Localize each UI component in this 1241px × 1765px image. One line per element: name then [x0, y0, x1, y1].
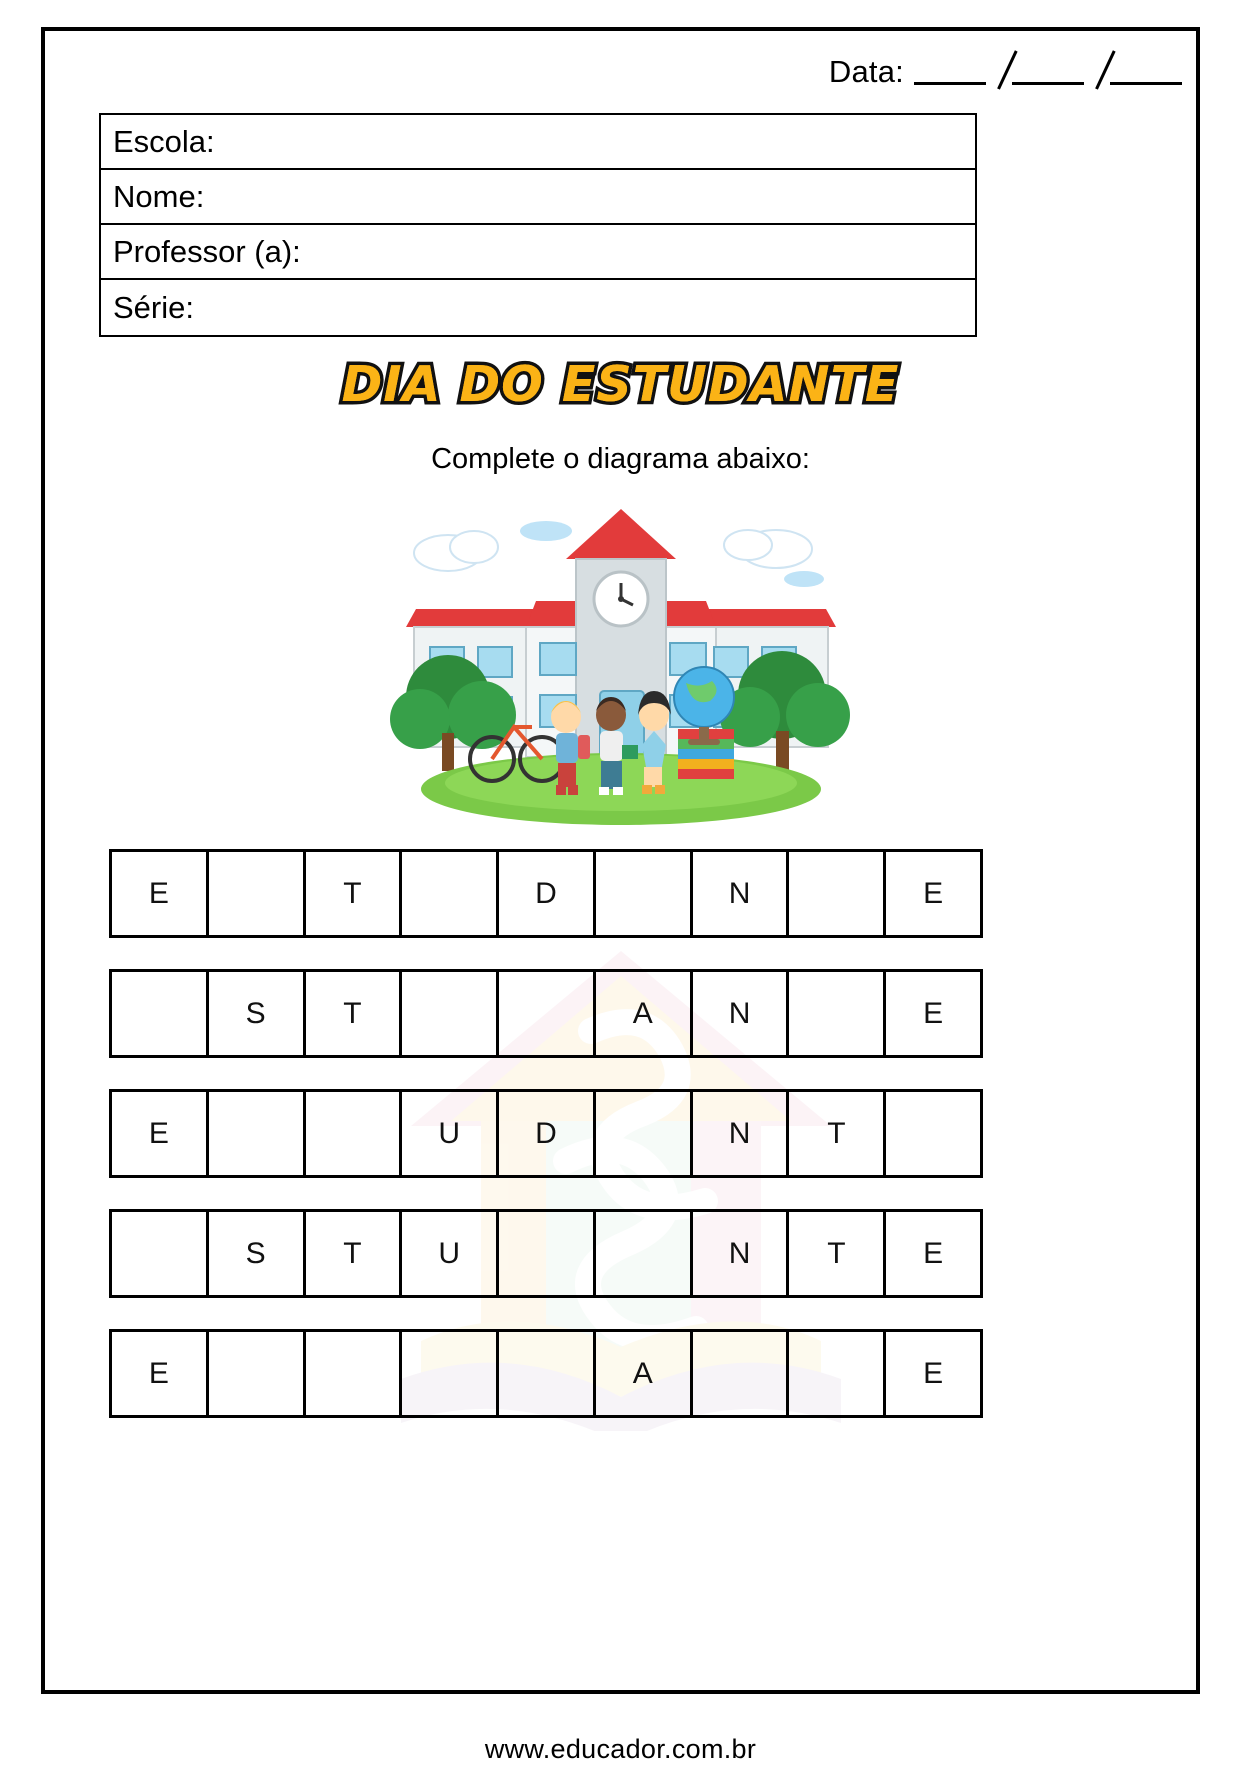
puzzle-cell-filled[interactable]: N: [693, 1212, 790, 1295]
puzzle-cell-filled[interactable]: T: [306, 852, 403, 935]
puzzle-cell-filled[interactable]: E: [112, 1332, 209, 1415]
worksheet-page: [41, 27, 1200, 1764]
puzzle-grid: [109, 849, 983, 1418]
puzzle-cell-empty[interactable]: [209, 1092, 306, 1175]
puzzle-cell-filled[interactable]: U: [402, 1092, 499, 1175]
puzzle-cell-filled[interactable]: T: [789, 1212, 886, 1295]
puzzle-cell-filled[interactable]: E: [923, 876, 944, 910]
puzzle-cell-empty[interactable]: [499, 972, 596, 1055]
puzzle-cell-filled[interactable]: A: [596, 972, 693, 1055]
date-slash-icon: [1084, 51, 1110, 85]
puzzle-row: [109, 1089, 983, 1178]
puzzle-row: [109, 849, 983, 938]
puzzle-cell-filled[interactable]: D: [499, 852, 596, 935]
puzzle-cell-empty[interactable]: [112, 1212, 209, 1295]
date-day-blank[interactable]: [914, 52, 986, 85]
date-field: [829, 51, 1182, 87]
id-label-serie: Série:: [113, 290, 194, 325]
puzzle-cell-empty[interactable]: [596, 1212, 693, 1295]
id-label-escola: Escola:: [113, 124, 215, 159]
puzzle-cell-filled[interactable]: D: [499, 1092, 596, 1175]
puzzle-row: [109, 1209, 983, 1298]
puzzle-cell-filled[interactable]: N: [693, 1092, 790, 1175]
instruction-text: Complete o diagrama abaixo:: [431, 443, 810, 475]
id-label-nome: Nome:: [113, 179, 205, 214]
puzzle-cell-filled[interactable]: U: [402, 1212, 499, 1295]
puzzle-cell-empty[interactable]: [306, 1092, 403, 1175]
puzzle-cell-empty[interactable]: [789, 972, 886, 1055]
puzzle-cell-empty[interactable]: [789, 1332, 886, 1415]
puzzle-row: [109, 1329, 983, 1418]
puzzle-cell-filled[interactable]: T: [306, 1212, 403, 1295]
puzzle-cell-empty[interactable]: [596, 852, 693, 935]
puzzle-cell-filled[interactable]: S: [209, 972, 306, 1055]
puzzle-cell-empty[interactable]: [596, 1092, 693, 1175]
site-footer: www.educador.com.br: [484, 1734, 757, 1764]
puzzle-cell-filled[interactable]: E: [112, 852, 209, 935]
puzzle-cell-empty[interactable]: [499, 1212, 596, 1295]
puzzle-cell-filled[interactable]: E: [112, 1092, 209, 1175]
id-row-professor[interactable]: [101, 225, 975, 280]
puzzle-cell-filled[interactable]: N: [693, 852, 790, 935]
id-label-professor: Professor (a):: [113, 234, 301, 269]
date-blanks: [914, 51, 1182, 87]
date-month-blank[interactable]: [1012, 52, 1084, 85]
date-year-blank[interactable]: [1110, 52, 1182, 85]
puzzle-cell-empty[interactable]: [209, 852, 306, 935]
date-label: Data:: [828, 54, 904, 89]
puzzle-cell-empty[interactable]: [306, 1332, 403, 1415]
puzzle-cell-filled[interactable]: T: [789, 1092, 886, 1175]
id-row-escola[interactable]: [101, 115, 975, 170]
puzzle-cell-filled[interactable]: T: [306, 972, 403, 1055]
puzzle-cell-empty[interactable]: [112, 972, 209, 1055]
puzzle-cell-empty[interactable]: [402, 1332, 499, 1415]
date-slash-icon: [986, 51, 1012, 85]
puzzle-row: [109, 969, 983, 1058]
id-row-nome[interactable]: [101, 170, 975, 225]
puzzle-cell-empty[interactable]: [402, 852, 499, 935]
id-row-serie[interactable]: [101, 280, 975, 335]
puzzle-cell-filled[interactable]: E: [923, 1356, 944, 1390]
puzzle-cell-filled[interactable]: E: [923, 996, 944, 1030]
puzzle-cell-filled[interactable]: S: [209, 1212, 306, 1295]
puzzle-cell-empty[interactable]: [209, 1332, 306, 1415]
puzzle-cell-filled[interactable]: A: [596, 1332, 693, 1415]
puzzle-cell-empty[interactable]: [402, 972, 499, 1055]
page-title: [45, 356, 1196, 413]
puzzle-cell-filled[interactable]: N: [693, 972, 790, 1055]
puzzle-cell-empty[interactable]: [789, 852, 886, 935]
puzzle-cell-empty[interactable]: [886, 1092, 980, 1175]
puzzle-cell-empty[interactable]: [499, 1332, 596, 1415]
school-illustration: [386, 501, 856, 831]
puzzle-cell-filled[interactable]: E: [923, 1236, 944, 1270]
identification-table: [99, 113, 977, 337]
puzzle-cell-empty[interactable]: [693, 1332, 790, 1415]
page-title-text: DIA DO ESTUDANTE DIA DO ESTUDANTE: [342, 356, 900, 413]
